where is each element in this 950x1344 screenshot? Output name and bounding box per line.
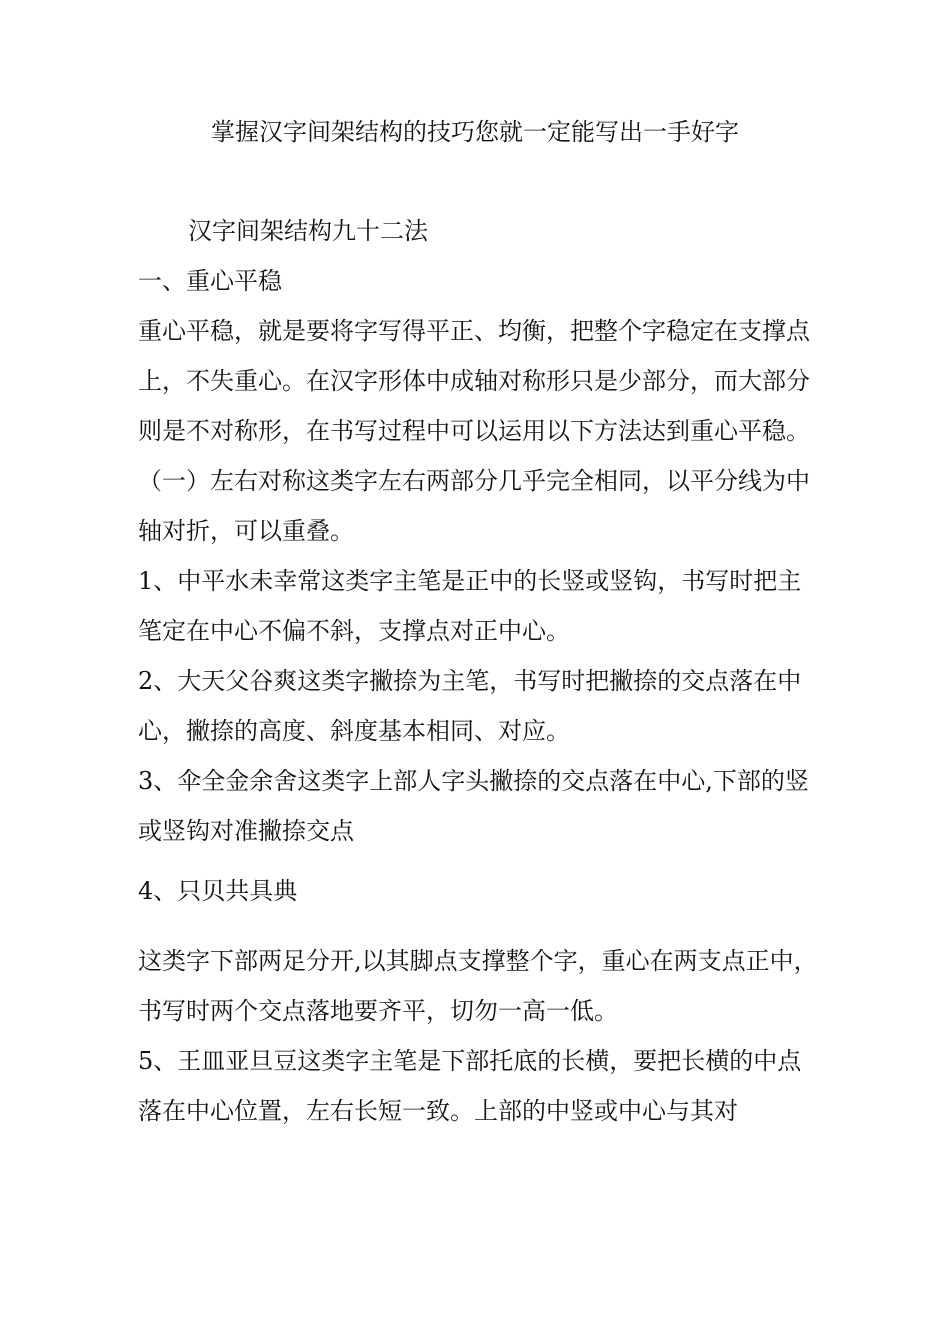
document-body	[138, 206, 818, 1136]
document-subtitle: 汉字间架结构九十二法	[188, 217, 428, 245]
paragraph: 4、只贝共具典	[138, 877, 298, 905]
paragraph: 1、中平水未幸常这类字主笔是正中的长竖或竖钩，书写时把主笔定在中心不偏不斜，支撑点对正中心。	[138, 567, 802, 645]
paragraph: 5、王皿亚旦豆这类字主笔是下部托底的长横，要把长横的中点落在中心位置，左右长短一致。上部的中竖或中心与其对	[138, 1047, 802, 1125]
section-heading: 一、重心平稳	[138, 267, 282, 295]
paragraph: 重心平稳，就是要将字写得平正、均衡，把整个字稳定在支撑点上，不失重心。在汉字形体中成轴对称形只是少部分，而大部分则是不对称形，在书写过程中可以运用以下方法达到重心平稳。	[138, 317, 810, 445]
paragraph: 这类字下部两足分开,以其脚点支撑整个字，重心在两支点正中，书写时两个交点落地要齐平，切勿一高一低。	[138, 947, 818, 1025]
paragraph: （一）左右对称这类字左右两部分几乎完全相同，以平分线为中轴对折，可以重叠。	[138, 467, 810, 545]
document-title: 掌握汉字间架结构的技巧您就一定能写出一手好字	[211, 118, 739, 146]
paragraph: 2、大天父谷爽这类字撇捺为主笔，书写时把撇捺的交点落在中心，撇捺的高度、斜度基本相同、对应。	[138, 667, 802, 745]
paragraph: 3、伞全金余舍这类字上部人字头撇捺的交点落在中心,下部的竖或竖钩对准撇捺交点	[138, 767, 809, 845]
